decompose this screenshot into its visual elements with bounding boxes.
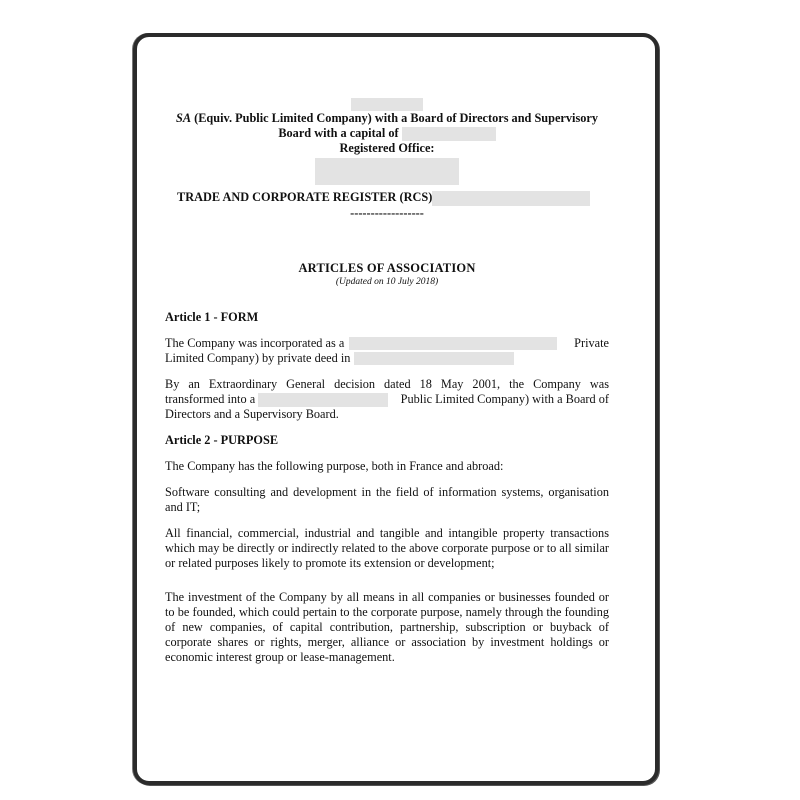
article-2-paragraph-2: Software consulting and development in the field of information systems, organisation and IT; [165, 484, 609, 514]
rcs-line [165, 190, 609, 206]
company-header [165, 96, 609, 221]
redacted-rcs-number [432, 191, 590, 206]
header-separator: ------------------ [350, 205, 424, 220]
article-1-p1-private: Private [574, 335, 609, 350]
capital-line [165, 126, 609, 141]
company-type-line [165, 111, 609, 126]
article-1-p2-line3: Directors and a Supervisory Board. [165, 406, 339, 421]
article-1-p2-end: Public Limited Company) with a Board of [400, 391, 609, 406]
redacted-incorporation-place [354, 352, 514, 365]
company-type-description: (Equiv. Public Limited Company) with a Board of Directors and Supervisory [191, 110, 598, 125]
article-1-p1-text: The Company was incorporated as a [165, 335, 345, 350]
redacted-transformed-company-form [258, 393, 388, 407]
article-2-paragraph-1: The Company has the following purpose, both in France and abroad: [165, 458, 504, 473]
article-2-paragraph-4: The investment of the Company by all means in all companies or businesses founded or to be founded, which could pertain to the corporate purpose, namely through the founding of new companies, of capital contribution, partnership, subscription or buyback of corporate shares or rights, merger, alliance or association by investment holdings or economic interest group or lease-management. [165, 589, 609, 664]
redacted-capital [402, 127, 496, 141]
company-type-abbrev: SA [175, 110, 192, 125]
article-1-paragraph-2 [165, 377, 609, 422]
article-1-p2-start: transformed into a [165, 391, 256, 406]
registered-office-label: Registered Office: [339, 140, 435, 155]
rcs-label: TRADE AND CORPORATE REGISTER (RCS) [177, 189, 433, 204]
article-2-paragraph-3: All financial, commercial, industrial and tangible and intangible property transactions which may be directly or indirectly related to the above corporate purpose or to all similar or related purposes likely to promote its extension or development; [165, 525, 609, 570]
document-body [165, 96, 609, 665]
document-updated-date: (Updated on 10 July 2018) [335, 276, 439, 287]
redacted-registered-office [315, 158, 459, 185]
capital-label: Board with a capital of [278, 125, 399, 140]
document-title: ARTICLES OF ASSOCIATION [298, 260, 476, 275]
article-1-p2-line1: By an Extraordinary General decision dated 18 May 2001, the Company was [165, 376, 609, 391]
article-1-paragraph-1 [165, 336, 609, 366]
article-1-heading: Article 1 - FORM [165, 309, 259, 324]
redacted-original-company-form [349, 337, 557, 350]
redacted-company-name [351, 98, 423, 111]
article-1-p1-line2: Limited Company) by private deed in [165, 350, 351, 365]
article-2-heading: Article 2 - PURPOSE [165, 432, 279, 447]
